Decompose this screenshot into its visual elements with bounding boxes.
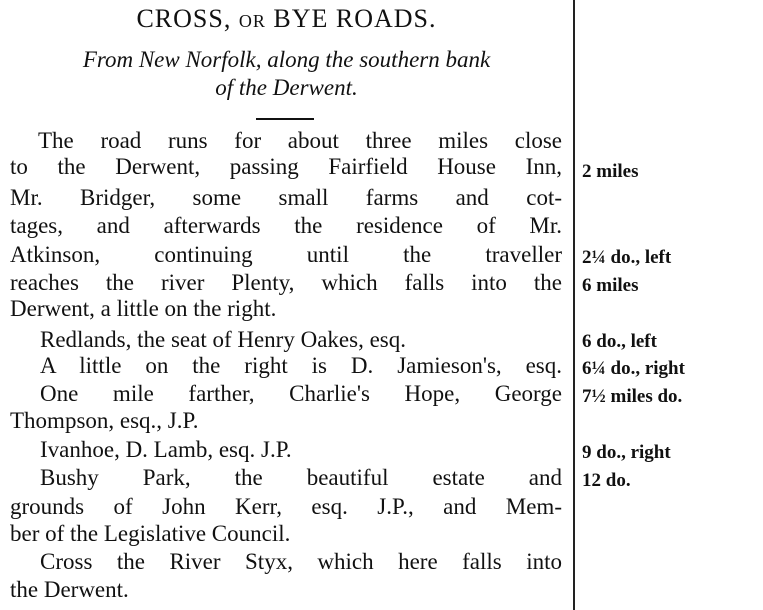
body-line: Ivanhoe, D. Lamb, esq. J.P. [40, 437, 292, 462]
body-line: Bushy Park, the beautiful estate and [40, 465, 562, 490]
route-subtitle [0, 46, 573, 102]
title-main: CROSS, [136, 4, 232, 33]
body-line: reaches the river Plenty, which falls into the [10, 270, 562, 295]
body-line: ber of the Legislative Council. [10, 521, 291, 546]
distance-charlies-hope: 7½ miles do. [582, 386, 683, 407]
body-line: Mr. Bridger, some small farms and cot- [10, 185, 562, 210]
distance-atkinson: 2¼ do., left [582, 247, 672, 268]
distance-ivanhoe: 9 do., right [582, 442, 671, 463]
body-line: the Derwent. [10, 577, 129, 602]
column-divider [573, 0, 575, 610]
distance-redlands: 6 do., left [582, 331, 657, 352]
body-line: grounds of John Kerr, esq. J.P., and Mem- [10, 494, 562, 519]
title-rest: BYE ROADS. [273, 4, 437, 33]
distance-jamieson: 6¼ do., right [582, 358, 685, 379]
distance-bushy-park: 12 do. [582, 470, 631, 491]
distance-plenty: 6 miles [582, 275, 639, 296]
body-line: tages, and afterwards the residence of Mr. [10, 213, 562, 238]
title-or: OR [238, 11, 266, 31]
body-line: The road runs for about three miles close [38, 128, 562, 153]
subtitle-line-1: From New Norfolk, along the southern bank [82, 47, 491, 72]
body-line: to the Derwent, passing Fairfield House Inn, [10, 154, 562, 179]
body-line: Redlands, the seat of Henry Oakes, esq. [40, 327, 406, 352]
body-line: Derwent, a little on the right. [10, 296, 277, 321]
body-line: One mile farther, Charlie's Hope, George [40, 381, 562, 406]
heading-rule [256, 118, 314, 120]
body-line: Cross the River Styx, which here falls into [40, 549, 562, 574]
body-line: Thompson, esq., J.P. [10, 408, 199, 433]
distance-fairfield: 2 miles [582, 161, 639, 182]
page-title [0, 4, 573, 34]
body-line: A little on the right is D. Jamieson's, esq. [40, 353, 562, 378]
subtitle-line-2: of the Derwent. [215, 75, 358, 100]
body-line: Atkinson, continuing until the traveller [10, 242, 562, 267]
